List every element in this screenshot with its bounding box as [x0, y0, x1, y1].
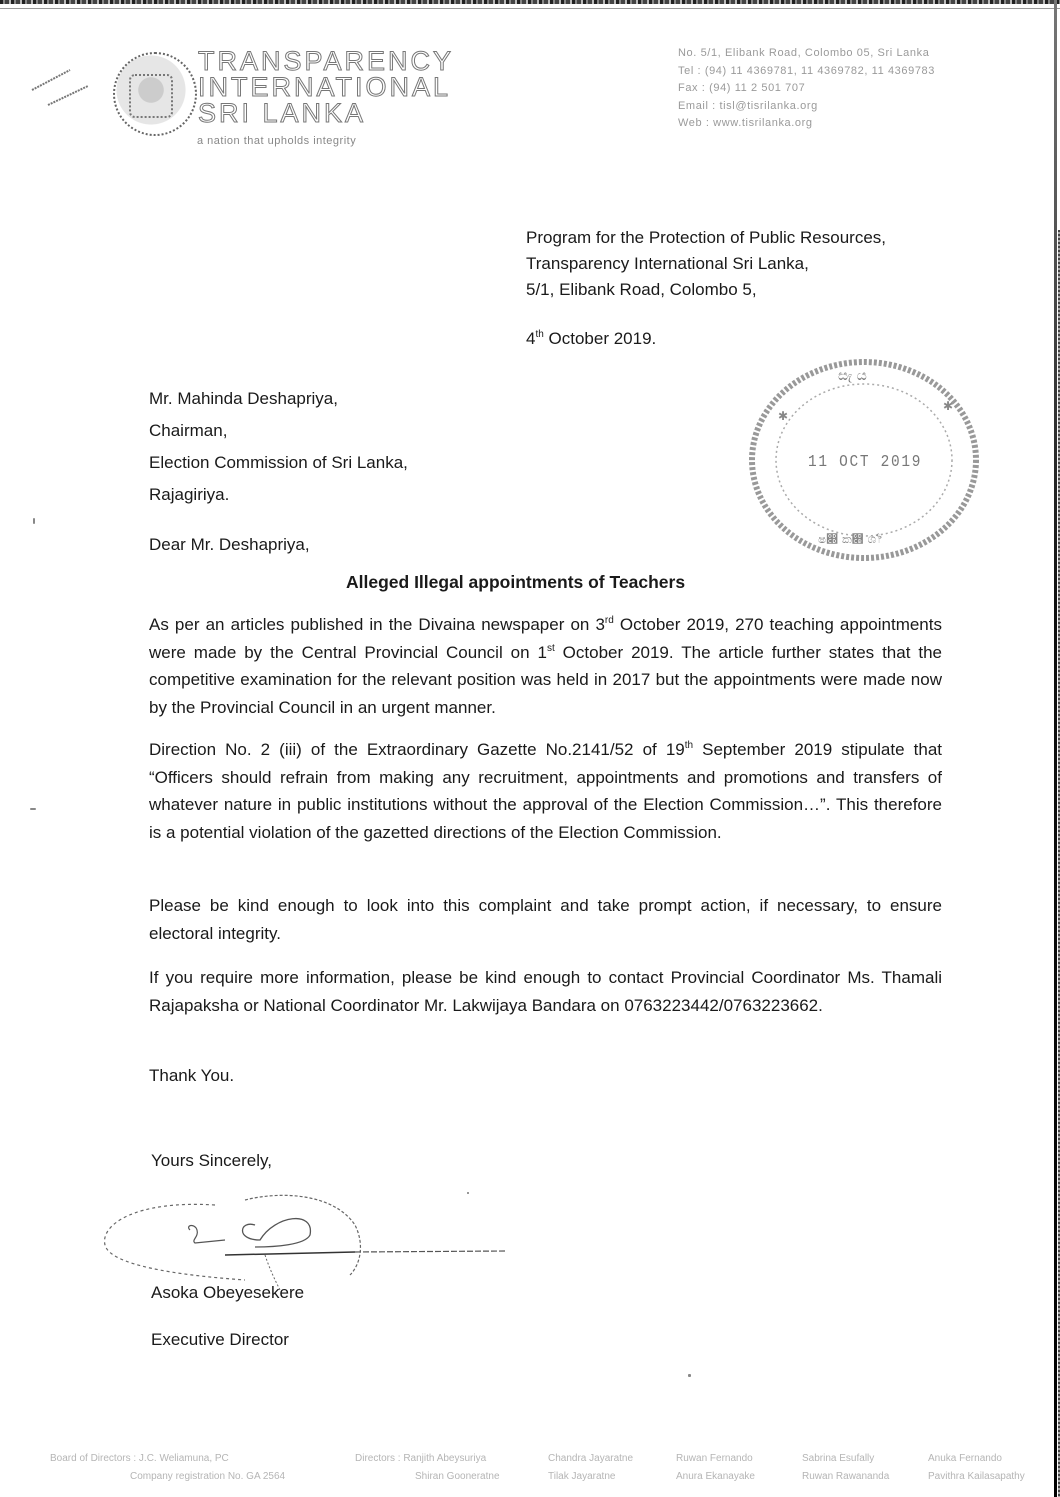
pen-marks-icon — [30, 50, 100, 120]
org-name-line-1: TRANSPARENCY — [198, 46, 455, 76]
footer-col-5-line-1: Sabrina Esufally — [802, 1453, 875, 1464]
org-name — [198, 48, 454, 126]
footer-col-3 — [548, 1450, 633, 1486]
p1-text-b: October 2019, 270 teaching appointments were made by the Central Provincial Council on 1 — [149, 615, 942, 662]
scan-top-line — [0, 8, 1060, 9]
footer-col-1-line-2: Company registration No. GA 2564 — [130, 1471, 286, 1482]
footer-directors — [0, 1445, 1040, 1495]
sender-line-1: Program for the Protection of Public Resources, — [526, 228, 886, 247]
signer-title: Executive Director — [151, 1330, 289, 1349]
footer-col-1 — [50, 1450, 285, 1486]
footer-col-6-line-2: Pavithra Kailasapathy — [928, 1471, 1025, 1482]
letter-date — [526, 329, 656, 349]
footer-col-6-line-1: Anuka Fernando — [928, 1453, 1002, 1464]
date-rest: October 2019. — [543, 329, 657, 348]
signer-name: Asoka Obeyesekere — [151, 1283, 305, 1302]
stamp-date: 11 OCT 2019 — [808, 453, 923, 472]
svg-text:ෂ෍ ක෋ ශ෦: ෂ෍ ක෋ ශ෦ — [818, 532, 882, 546]
footer-col-5-line-2: Ruwan Rawananda — [802, 1471, 890, 1482]
valediction: Yours Sincerely, — [151, 1151, 272, 1170]
footer-col-1-line-1: Board of Directors : J.C. Weliamuna, PC — [50, 1453, 229, 1464]
sender-address — [526, 225, 886, 303]
ti-sri-lanka-emblem-icon — [113, 52, 197, 136]
svg-text:✱: ✱ — [943, 399, 954, 413]
body-paragraph-4: If you require more information, please be kind enough to contact Provincial Coordinator Ms. Thamali Rajapaksha or National Coordinator Mr. Lakwijaya Bandara on 0763223442/0763223662. — [149, 968, 942, 1015]
contact-block — [678, 45, 935, 133]
footer-col-6 — [928, 1450, 1025, 1486]
footer-col-3-line-2: Tilak Jayaratne — [548, 1471, 616, 1482]
scan-speck — [688, 1374, 691, 1377]
recipient-line-1: Mr. Mahinda Deshapriya, — [149, 389, 338, 408]
scan-top-border — [0, 0, 1060, 4]
date-suffix: th — [535, 329, 544, 340]
p1-sup-2: st — [546, 642, 555, 654]
footer-col-4-line-1: Ruwan Fernando — [676, 1453, 753, 1464]
handwritten-signature-icon — [95, 1185, 515, 1295]
salutation: Dear Mr. Deshapriya, — [149, 535, 310, 554]
org-name-line-3: SRI LANKA — [198, 98, 367, 128]
svg-text:ස෭ ය: ස෭ ය — [838, 368, 867, 384]
sender-line-3: 5/1, Elibank Road, Colombo 5, — [526, 280, 757, 299]
date-day: 4 — [526, 329, 536, 348]
org-tagline: a nation that upholds integrity — [197, 135, 357, 147]
p2-text-b: September 2019 stipulate that “Officers should refrain from making any recruitment, appointments and promotions and transfers of whatever nature in public institutions without the approval of the Election Commission…”. This therefore is a potential violation of the gazetted directions of the Election Commission. — [149, 740, 942, 842]
recipient-line-3: Election Commission of Sri Lanka, — [149, 453, 408, 472]
body-paragraph-2 — [149, 736, 942, 846]
p1-sup-1: rd — [604, 615, 614, 626]
contact-email[interactable]: Email : tisl@tisrilanka.org — [678, 99, 818, 112]
contact-web[interactable]: Web : www.tisrilanka.org — [678, 117, 813, 129]
contact-address: No. 5/1, Elibank Road, Colombo 05, Sri Lanka — [678, 47, 930, 59]
footer-col-3-line-1: Chandra Jayaratne — [548, 1453, 634, 1464]
footer-col-2 — [355, 1450, 500, 1486]
body-paragraph-3: Please be kind enough to look into this complaint and take prompt action, if necessary, to ensure electoral integrity. — [149, 896, 942, 943]
p1-text-c: October 2019. The article further states that the competitive examination for the relevant position was held in 2017 but the appointments were made now by the Provincial Council in an urgent manner. — [149, 642, 942, 717]
footer-col-5 — [802, 1450, 889, 1486]
recipient-line-4: Rajagiriya. — [149, 485, 230, 504]
svg-text:✱: ✱ — [778, 409, 789, 423]
recipient-address — [149, 383, 408, 511]
p2-text-a: Direction No. 2 (iii) of the Extraordinary Gazette No.2141/52 of 19 — [149, 740, 685, 759]
subject-heading: Alleged Illegal appointments of Teachers — [346, 572, 686, 592]
sender-line-2: Transparency International Sri Lanka, — [526, 254, 809, 273]
body-paragraph-1 — [149, 611, 942, 721]
p1-text-a: As per an articles published in the Divaina newspaper on 3 — [149, 615, 605, 634]
footer-col-2-line-2: Shiran Gooneratne — [415, 1471, 500, 1482]
org-name-line-2: INTERNATIONAL — [198, 72, 452, 102]
contact-fax: Fax : (94) 11 2 501 707 — [678, 82, 806, 94]
scan-speck — [30, 808, 36, 810]
scan-right-border — [1054, 0, 1057, 1497]
recipient-line-2: Chairman, — [149, 421, 228, 440]
contact-tel: Tel : (94) 11 4369781, 11 4369782, 11 4369783 — [678, 64, 935, 77]
footer-col-2-line-1: Directors : Ranjith Abeysuriya — [355, 1453, 487, 1464]
footer-col-4-line-2: Anura Ekanayake — [676, 1471, 755, 1482]
thank-you: Thank You. — [149, 1066, 235, 1085]
footer-col-4 — [676, 1450, 755, 1486]
scan-speck — [33, 518, 35, 524]
p2-sup-1: th — [684, 740, 694, 751]
